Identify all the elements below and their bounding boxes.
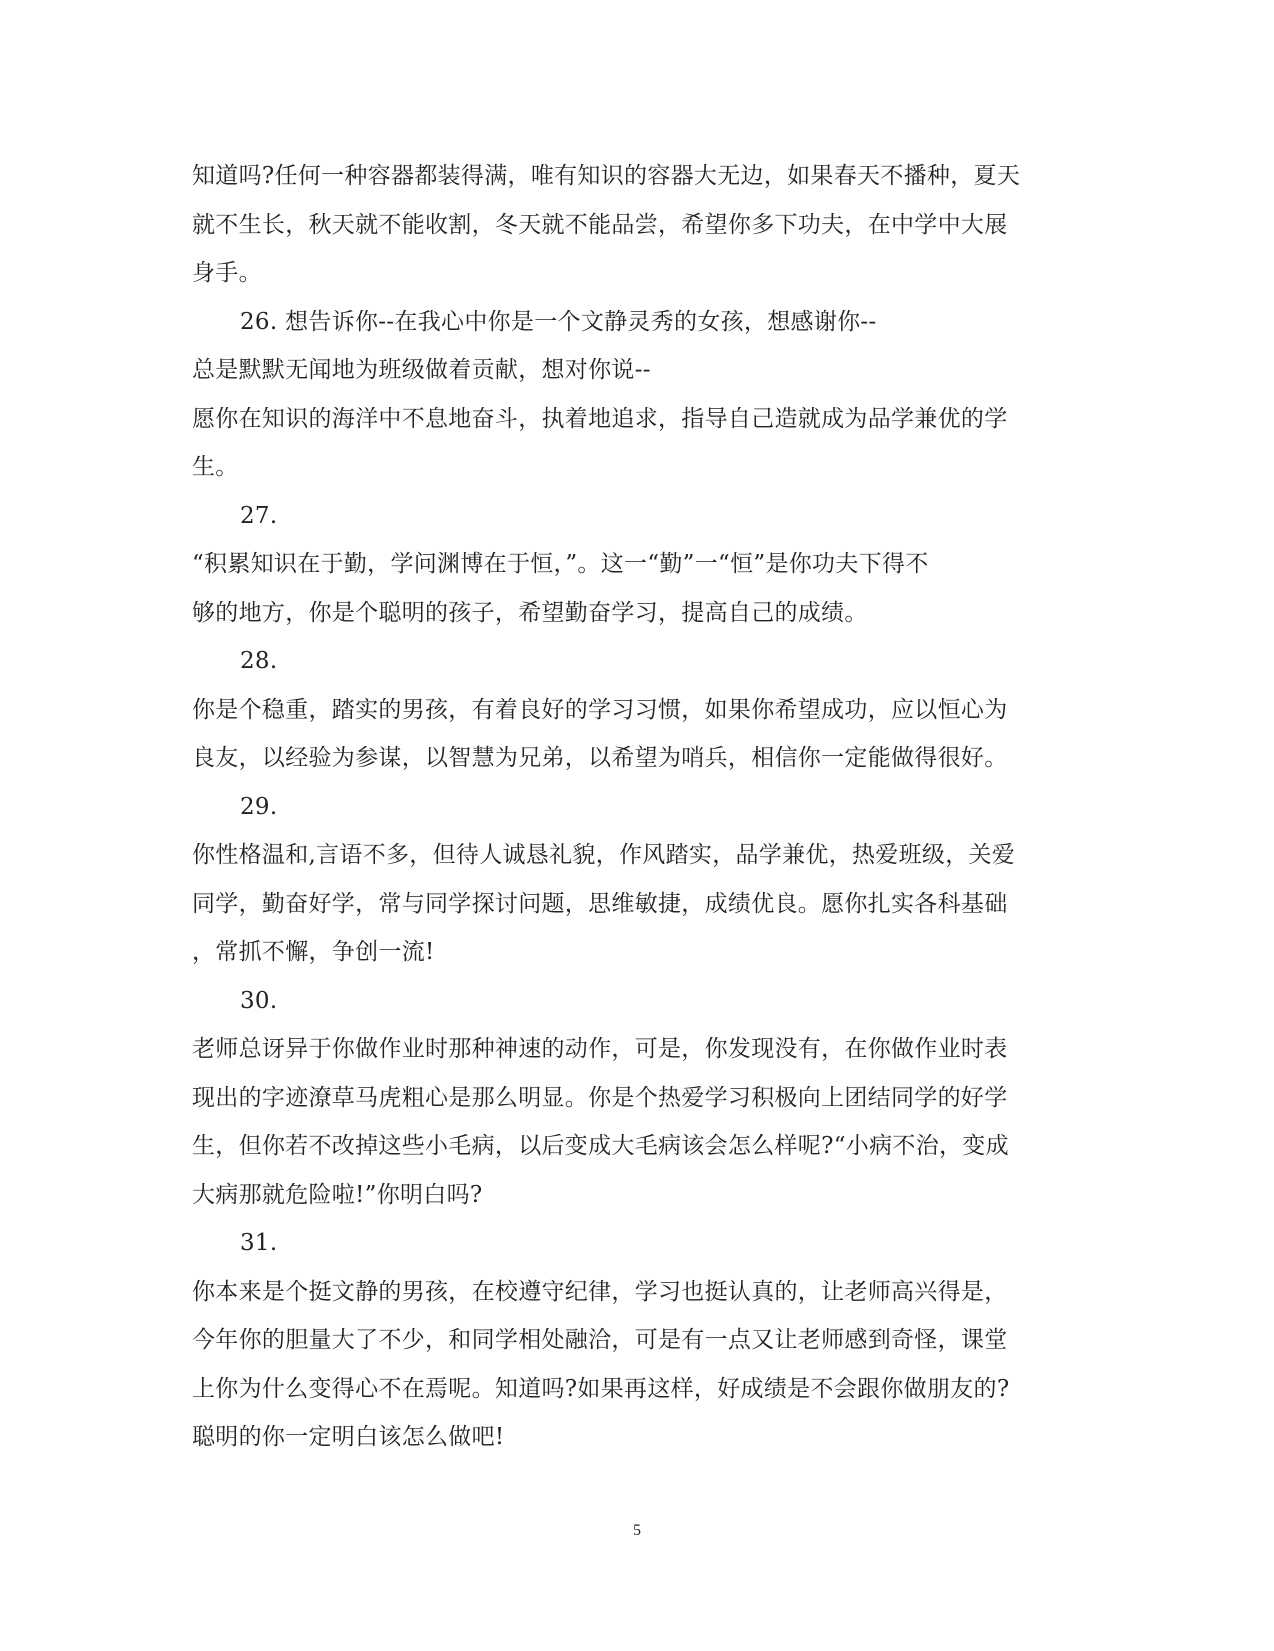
text-line: 27. — [240, 502, 278, 529]
page-number: 5 — [633, 1522, 641, 1539]
text-line: 上你为什么变得心不在焉呢。知道吗?如果再这样，好成绩是不会跟你做朋友的? — [192, 1375, 1010, 1402]
text-line: 良友，以经验为参谋，以智慧为兄弟，以希望为哨兵，相信你一定能做得很好。 — [192, 745, 1008, 771]
text-line: 现出的字迹潦草马虎粗心是那么明显。你是个热爱学习积极向上团结同学的好学 — [192, 1084, 1008, 1111]
text-line: 生。 — [192, 454, 239, 480]
body-text — [192, 152, 1092, 1462]
text-line: 够的地方，你是个聪明的孩子，希望勤奋学习，提高自己的成绩。 — [192, 599, 868, 626]
text-line: 你是个稳重，踏实的男孩，有着良好的学习习惯，如果你希望成功，应以恒心为 — [192, 696, 1008, 723]
text-line: 26. 想告诉你--在我心中你是一个文静灵秀的女孩，想感谢你-- — [240, 308, 877, 335]
text-line: “积累知识在于勤，学问渊博在于恒，”。这一“勤”一“恒”是你功夫下得不 — [192, 551, 929, 577]
text-line: 28. — [240, 648, 278, 674]
text-line: ，常抓不懈，争创一流! — [192, 939, 435, 965]
text-line: 今年你的胆量大了不少，和同学相处融洽，可是有一点又让老师感到奇怪，课堂 — [192, 1327, 1008, 1353]
text-line: 就不生长，秋天就不能收割，冬天就不能品尝，希望你多下功夫，在中学中大展 — [192, 211, 1008, 238]
text-line: 生，但你若不改掉这些小毛病，以后变成大毛病该会怎么样呢?“小病不治，变成 — [192, 1133, 1009, 1159]
text-line: 总是默默无闻地为班级做着贡献，想对你说-- — [192, 357, 651, 383]
text-line: 你性格温和,言语不多，但待人诚恳礼貌，作风踏实，品学兼优，热爱班级，关爱 — [192, 842, 1016, 868]
text-line: 聪明的你一定明白该怎么做吧! — [192, 1424, 505, 1450]
text-line: 29. — [240, 793, 278, 820]
text-line: 31. — [240, 1230, 278, 1256]
text-line: 身手。 — [192, 260, 262, 286]
text-line: 你本来是个挺文静的男孩，在校遵守纪律，学习也挺认真的，让老师高兴得是， — [192, 1278, 1008, 1305]
text-line: 30. — [240, 987, 278, 1014]
text-line: 知道吗?任何一种容器都装得满，唯有知识的容器大无边，如果春天不播种，夏天 — [192, 163, 1021, 189]
text-line: 同学，勤奋好学，常与同学探讨问题，思维敏捷，成绩优良。愿你扎实各科基础 — [192, 890, 1008, 917]
text-line: 大病那就危险啦!”你明白吗? — [192, 1181, 483, 1208]
text-line: 愿你在知识的海洋中不息地奋斗，执着地追求，指导自己造就成为品学兼优的学 — [192, 405, 1008, 432]
text-line: 老师总讶异于你做作业时那种神速的动作，可是，你发现没有，在你做作业时表 — [192, 1036, 1008, 1062]
